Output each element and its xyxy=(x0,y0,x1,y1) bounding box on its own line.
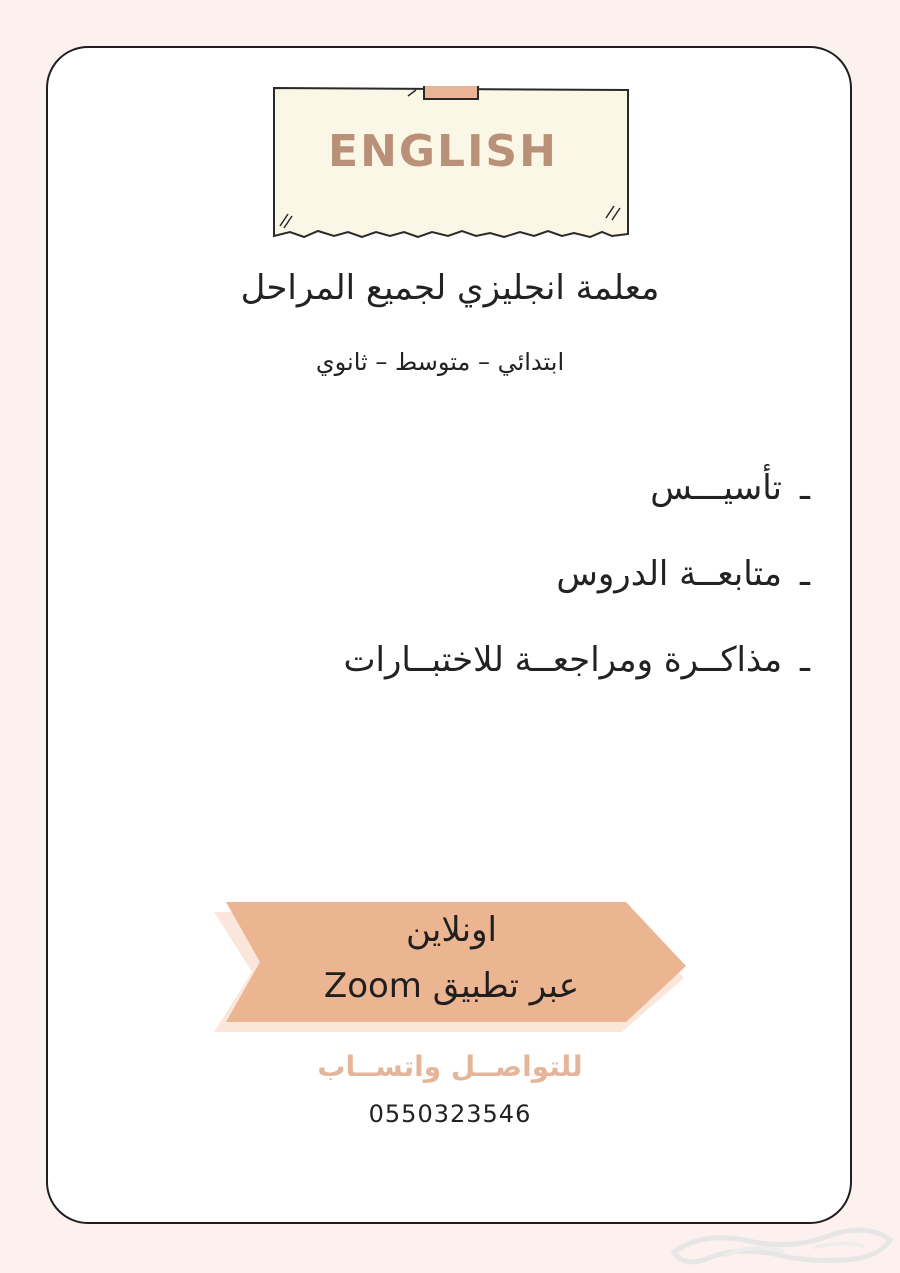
bullet-dash: ـ xyxy=(800,468,810,508)
list-item xyxy=(210,546,810,632)
phone-number[interactable]: 0550323546 xyxy=(368,1100,532,1128)
list-item xyxy=(210,460,810,546)
headline: معلمة انجليزي لجميع المراحل xyxy=(240,268,660,308)
list-item xyxy=(210,632,810,718)
service-label: متابعــة الدروس xyxy=(556,554,783,594)
school-stages: ابتدائي – متوسط – ثانوي xyxy=(315,348,565,376)
haraj-logo-watermark-icon xyxy=(664,1222,896,1268)
service-label: تأسيـــس xyxy=(650,468,783,508)
bullet-dash: ـ xyxy=(800,640,810,680)
bullet-dash: ـ xyxy=(800,554,810,594)
tape-strip xyxy=(424,86,478,99)
banner-online-text: اونلاين xyxy=(406,910,497,950)
banner-zoom-text: عبر تطبيق Zoom xyxy=(323,966,580,1006)
note-title: ENGLISH xyxy=(328,126,558,177)
sticky-note xyxy=(272,86,630,238)
service-label: مذاكــرة ومراجعــة للاختبــارات xyxy=(343,640,783,680)
services-list xyxy=(210,460,810,718)
contact-label: للتواصــل واتســاب xyxy=(317,1050,583,1083)
online-banner xyxy=(214,900,689,1034)
